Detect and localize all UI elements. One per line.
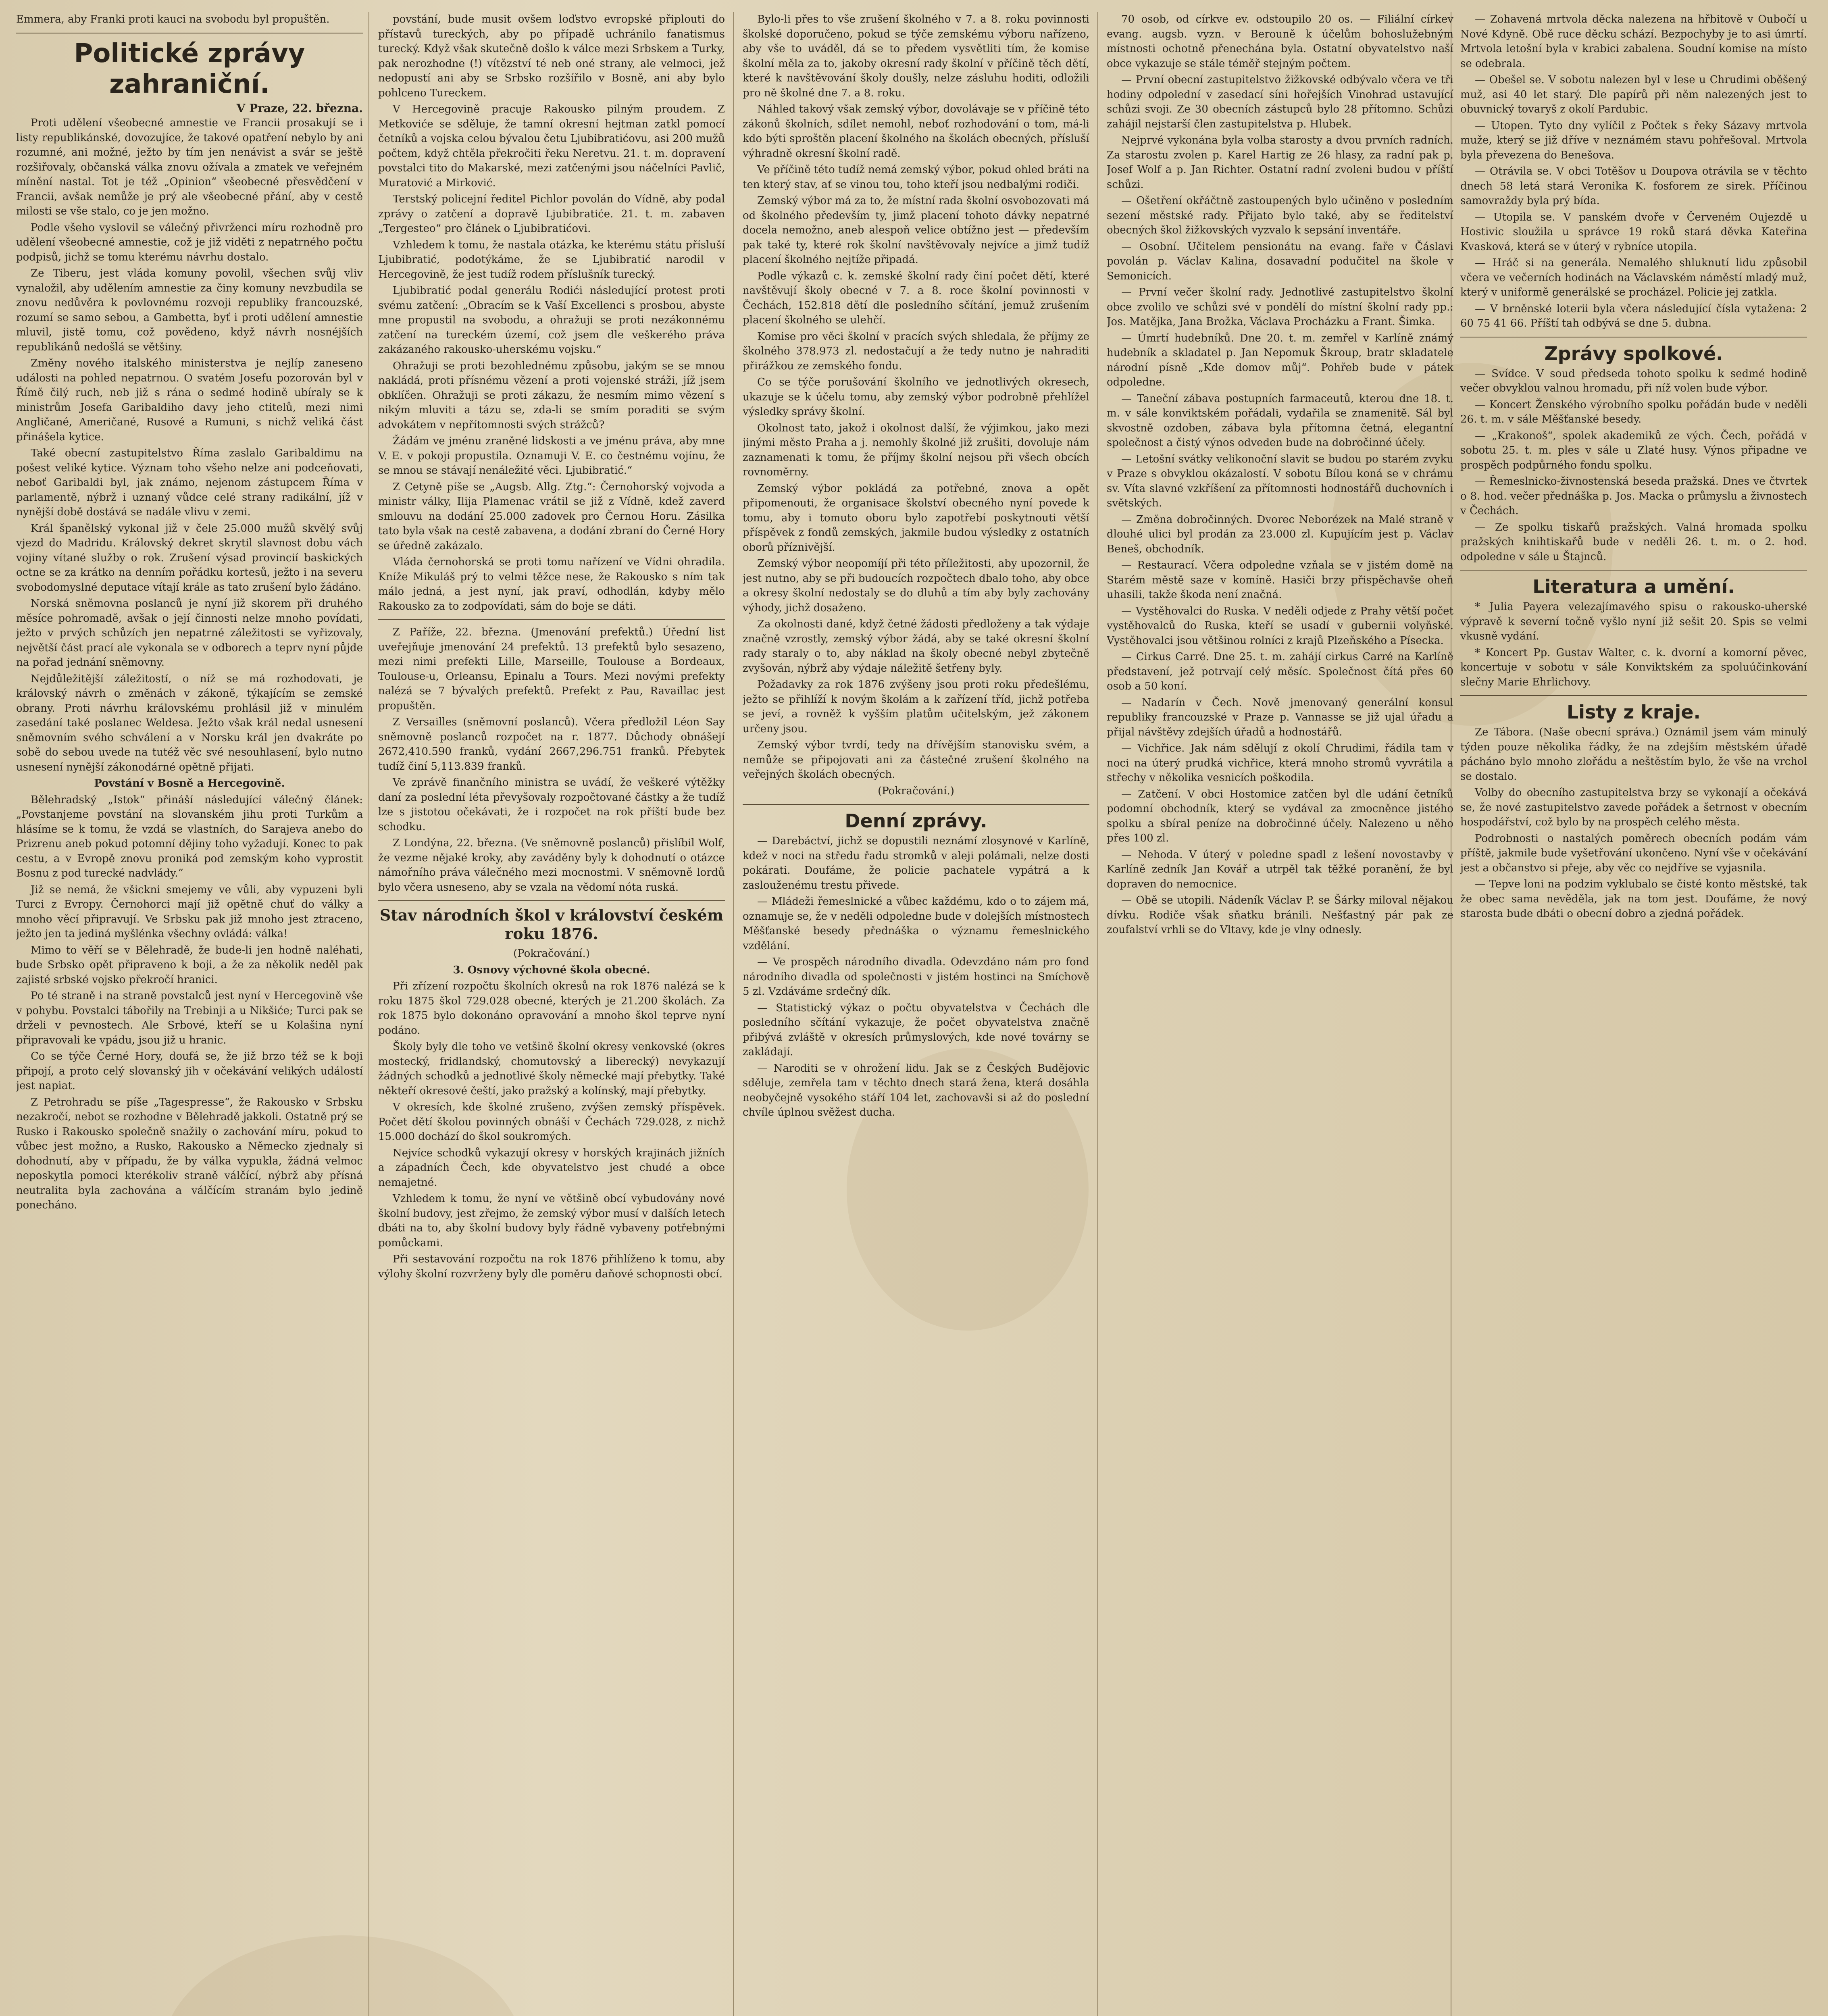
article-paragraph: Podle výkazů c. k. zemské školní rady činí počet dětí, které navštěvují školy obecné v 7. a 8. roce školní povinnosti v Čechách, 152.818 dětí dle posledního sčítání, jemuž zrušením placení školného se ulehčí. [743,270,1089,326]
intro-text: Emmera, aby Franki proti kauci na svobodu byl propuštěn. [16,13,330,25]
article-paragraph: Okolnost tato, jakož i okolnost další, že výjimkou, jako mezi jinými město Praha a j. nemohly školné již zrušiti, dovoluje nám zaznamenati k tomu, že příjmy školní nejsou při všech obcích rovnoměrny. [743,422,1089,478]
news-item: — V brněnské loterii byla včera následující čísla vytažena: 2 60 75 41 66. Příští tah odbývá se dne 5. dubna. [1460,302,1807,329]
article-paragraph: Vláda černohorská se proti tomu nařízení ve Vídni ohradila. Kníže Mikuláš prý to velmi těžce nese, že Rakousko s ním tak málo jedná, a jest nyní, jak praví, odhodlán, kdyby mělo Rakousko za to zodpovídati, sám do boje se dáti. [378,556,725,612]
article-paragraph: Zemský výbor neopomíjí při této příležitosti, aby upozornil, že jest nutno, aby se při budoucích rozpočtech dbalo toho, aby obce a okresy školní nedostaly se do dluhů a tím aby byly zachovány výhody, jichž dosaženo. [743,558,1089,614]
news-item: 70 osob, od církve ev. odstoupilo 20 os. — Filiální církev evang. augsb. vyzn. v Berouně k účelům bohoslužebným místnosti ochotně přenechána byla. Ostatní obyvatelstvo naší obce vykazuje se stále téměř stejným počtem. [1107,13,1453,70]
news-item: — Otrávila se. V obci Totěšov u Doupova otrávila se v těchto dnech 58 letá stará Veronika K. fosforem ze sirek. Příčinou samovraždy byla prý bída. [1460,165,1807,207]
article-subheading: Povstání v Bosně a Hercegovině. [94,777,285,789]
news-item: — Hráč si na generála. Nemalého shluknutí lidu způsobil včera ve večerních hodinách na Václavském náměstí mladý muž, který v uniformě generálské se procházel. Policie jej zatkla. [1460,257,1807,298]
article-paragraph: Co se týče Černé Hory, doufá se, že již brzo též se k boji připojí, a proto celý slovanský jih v očekávání velikých událostí jest napiat. [16,1050,363,1092]
news-item: — Ošetření okřáčtně zastoupených bylo učiněno v posledním sezení městské rady. Přijato bylo také, aby se ředitelství obecných škol žižkovských vyzvalo k sepsání inventáře. [1107,195,1453,236]
news-item: — Letošní svátky velikonoční slavit se budou po starém zvyku v Praze s obvyklou okázalostí. V sobotu Bílou koná se v chrámu sv. Víta slavné vzkříšení za přítomnosti hodnostářů duchovních i světských. [1107,453,1453,509]
article-paragraph: Ljubibratić podal generálu Rodići následující protest proti svému zatčení: „Obracím se k Vaší Excellenci s prosbou, abyste mne propustil na svobodu, a ohražuji se proti nezákonnému zatčení na tureckém území, což jsem dle veškerého práva zakázaného rakousko-uherskému vojsku.“ [378,285,725,356]
news-item: — Řemeslnicko-živnostenská beseda pražská. Dnes ve čtvrtek o 8. hod. večer přednáška p. Jos. Macka o průmyslu a živnostech v Čechách. [1460,475,1807,517]
article-paragraph: Ve příčině této tudíž nemá zemský výbor, pokud ohled bráti na ten který stav, ať se vinou tou, toho kteří jsou nedbalými rodiči. [743,164,1089,191]
article-paragraph: Co se týče porušování školního ve jednotlivých okresech, ukazuje se k účelu tomu, aby zemský výbor podrobně přehlížel výsledky správy školní. [743,376,1089,418]
article-paragraph: Požadavky za rok 1876 zvýšeny jsou proti roku předešlému, ježto se přihlíží k novým školám a k zařízení tříd, jichž potřeba se jeví, a rovněž k vyšším platům učitelským, jež zákonem určeny jsou. [743,679,1089,735]
article-paragraph: Nejvíce schodků vykazují okresy v horských krajinách jižních a západních Čech, kde obyvatelstvo jest chudé a obce nemajetné. [378,1147,725,1189]
section-denni-zpravy: Denní zprávy. [845,810,987,832]
divider [378,900,725,901]
article-title-skoly: Stav národních škol v království českém roku 1876. [379,906,724,943]
news-item: — Utopen. Tyto dny vylíčil z Počtek s řeky Sázavy mrtvola muže, který se již dříve v neznámém stavu pohřešoval. Mrtvola byla převezena do Benešova. [1460,119,1807,161]
news-item: — Ze spolku tiskařů pražských. Valná hromada spolku pražských knihtiskařů bude v neděli 26. t. m. o 2. hod. odpoledne v sále u Štajnců. [1460,521,1807,563]
article-paragraph: Vzhledem k tomu, že nyní ve většině obcí vybudovány nové školní budovy, jest zřejmo, že zemský výbor musí v dalších letech dbáti na to, aby školní budovy byly řádně vybaveny potřebnými pomůckami. [378,1193,725,1249]
article-paragraph: povstání, bude musit ovšem loďstvo evropské připlouti do přístavů tureckých, aby po případě uchránilo fanatismus turecký. Když však skutečně došlo k válce mezi Srbskem a Turky, pak nerozhodne (!) vítězství té neb oné strany, ale velmoci, jež nedopustí ani aby se Srbsko rozšířilo v Bosně, ani aby bylo pohlceno Tureckem. [378,13,725,99]
article-paragraph: Změny nového italského ministerstva je nejlíp zaneseno události na pohled nepatrnou. O svatém Josefu pozorován byl v Římě čilý ruch, neb již s rána o sedmé hodině ubíraly se k ministrům Josefa Garibaldiho davy jeho ctitelů, mezi nimi Angličané, Američané, Rusové a Rumuni, s nichž veliká část přinášela kytice. [16,357,363,443]
article-paragraph: Školy byly dle toho ve vetšině školní okresy venkovské (okres mostecký, fridlandský, chomutovský a liberecký) nevykazují žádných schodků a jednotlivé školy německé mají přebytky. Také někteří okresové čeští, jako pražský a kolínský, mají přebytky. [378,1041,725,1097]
column-2 [378,12,725,2016]
article-paragraph: V Hercegovině pracuje Rakousko pilným proudem. Z Metkoviće se sděluje, že tamní okresní hejtman zatkl pomocí četníků a vojska celou bývalou četu Ljubibratićovu, asi 200 mužů počtem, když chtěla překročiti řeku Neretvu. 21. t. m. dopravení povstalci tito do Makarské, mezi zatčenými jsou náčelníci Pavlič, Muratović a Mirković. [378,103,725,189]
divider [743,804,1089,805]
news-item: — Taneční zábava postupních farmaceutů, kterou dne 18. t. m. v sále konviktském pořádali, vydařila se znamenitě. Sál byl skvostně ozdoben, zábava byla přítomna četná, elegantní společnost a čistý výnos odveden bude na dobročinné účely. [1107,392,1453,449]
section-politicke-zpravy: Politické zprávy zahraniční. [74,38,305,99]
article-paragraph: Z Paříže, 22. března. (Jmenování prefektů.) Úřední list uveřejňuje jmenování 24 prefektů. 13 prefektů bylo sesazeno, mezi nimi prefekti Lille, Marseille, Toulouse a Bordeaux, Toulouse-u, Orleansu, Epinalu a Tours. Mezi novými prefekty nalézá se 7 bývalých prefektů. Prefekt z Pau, Ravaillac jest propuštěn. [378,626,725,712]
news-item: Nejprvé vykonána byla volba starosty a dvou prvních radních. Za starostu zvolen p. Karel Hartig ze 26 hlasy, za radní pak p. Josef Wolf a p. Jan Richter. Ostatní radní zvoleni budou v příští schůzi. [1107,134,1453,191]
article-paragraph: Ve zprávě finančního ministra se uvádí, že veškeré výtěžky daní za poslední léta převyšovaly rozpočtované částky a že tudíž lze s jistotou očekávati, že i rozpočet na rok příští bude bez schodku. [378,777,725,833]
news-item: — Darebáctví, jichž se dopustili neznámí zlosynové v Karlíně, kdež v noci na středu řadu stromků v aleji polámali, nelze dosti pokárati. Doufáme, že policie pachatele vypátrá a k zaslouženému trestu přivede. [743,835,1089,891]
section-literatura: Literatura a umění. [1532,576,1735,598]
section-zpravy-spolkove: Zprávy spolkové. [1544,342,1723,364]
news-item: — První večer školní rady. Jednotlivé zastupitelstvo školní obce zvolilo ve schůzi své v pondělí do místní školní rady pp.: Jos. Matějka, Jana Brožka, Václava Procházku a Frant. Šimka. [1107,286,1453,328]
news-item: — Nehoda. V úterý v poledne spadl z lešení novostavby v Karlíně zedník Jan Kovář a utrpěl tak těžké poranění, že byl dopraven do nemocnice. [1107,848,1453,890]
article-paragraph: V okresích, kde školné zrušeno, zvýšen zemský příspěvek. Počet dětí školou povinných obnáší v Čechách 729.028, z nichž 15.000 dochází do škol soukromých. [378,1101,725,1143]
news-item: — Statistický výkaz o počtu obyvatelstva v Čechách dle posledního sčítání vykazuje, že počet obyvatelstva značně přibývá zvláště v okresích průmyslových, kde nové továrny se zakládají. [743,1002,1089,1058]
article-paragraph: Zemský výbor pokládá za potřebné, znova a opět připomenouti, že organisace školství obecného nyní povede k tomu, aby i tomuto oboru bylo zapotřebí poskytnouti větší příspěvek z fondů zemských, jakmile budou výsledky z ostatních oborů příznivější. [743,482,1089,554]
divider [1460,570,1807,571]
article-paragraph: Náhled takový však zemský výbor, dovolávaje se v příčině této zákonů školních, sdílet nemohl, neboť rozhodování o tom, má-li kdo býti sproštěn placení školného na školách obecných, přísluší výhradně okresní školní radě. [743,103,1089,160]
article-paragraph: Žádám ve jménu zraněné lidskosti a ve jménu práva, aby mne V. E. v pokoji propustila. Oznamuji V. E. co čestnému vojínu, že se mnou se stávají nenáležité věci. Ljubibratić.“ [378,435,725,477]
news-item: — Naroditi se v ohrožení lidu. Jak se z Českých Budějovic sděluje, zemřela tam v těchto dnech stará žena, která dosáhla neobyčejně vysokého stáří 104 let, zachovavši si až do poslední chvíle úplnou svěžest ducha. [743,1062,1089,1118]
news-item: — Utopila se. V panském dvoře v Červeném Oujezdě u Hostivic sloužila u správce 19 roků stará děvka Kateřina Kvasková, která se v úterý v rybníce utopila. [1460,211,1807,253]
news-item: — Mládeži řemeslnické a vůbec každému, kdo o to zájem má, oznamuje se, že v neděli odpoledne bude v dolejších místnostech Měšťanské besedy přednáška o významu řemeslnického vzdělání. [743,896,1089,952]
article-paragraph: Při zřízení rozpočtu školních okresů na rok 1876 nalézá se k roku 1875 škol 729.028 obecné, kterých je 21.200 školách. Za rok 1875 bylo dokonáno opravování a mnoho škol teprve nyní podáno. [378,980,725,1037]
column-4 [1107,12,1453,2016]
news-item: Volby do obecního zastupitelstva brzy se vykonají a očekává se, že nové zastupitelstvo zavede pořádek a šetrnost v obecním hospodářství, což bylo by na prospěch celého města. [1460,787,1807,828]
news-item: — Obě se utopili. Nádeník Václav P. se Šárky miloval nějakou dívku. Rodiče však sňatku bránili. Nešťastný pár pak ze zoufalství vrhli se do Vltavy, kde je vlny odnesly. [1107,894,1453,936]
article-paragraph: Při sestavování rozpočtu na rok 1876 přihlíženo k tomu, aby výlohy školní rozvrženy byly dle poměru daňové schopnosti obcí. [378,1253,725,1280]
article-subheading: 3. Osnovy výchovné škola obecné. [453,964,650,976]
news-item: * Koncert Pp. Gustav Walter, c. k. dvorní a komorní pěvec, koncertuje v sobotu v sále Konviktském za spoluúčinkování slečny Marie Ehrlichovy. [1460,646,1807,688]
article-paragraph: Vzhledem k tomu, že nastala otázka, ke kterému státu přísluší Ljubibratić, podotýkáme, že se Ljubibratić narodil v Hercegovině, že jest tudíž rodem příslušník turecký. [378,239,725,281]
divider [378,619,725,620]
news-item: — Osobní. Učitelem pensionátu na evang. faře v Čáslavi povolán p. Václav Kalina, dosavadní podučitel na škole v Semonicích. [1107,240,1453,282]
article-paragraph: Ze Tiberu, jest vláda komuny povolil, všechen svůj vliv vynaložil, aby udělením amnestie za činy komuny nevzbudila se znovu nedůvěra k povlovnému rozvoji republiky francouzské, rozumí se samo sebou, a Gambetta, byť i proti udělení amnestie mluvil, jistě tomu, což povědeno, když návrh nosnéjších republikánů nedošlá se většiny. [16,267,363,353]
article-paragraph: Norská sněmovna poslanců je nyní již skorem při druhého měsíce pohromadě, avšak o její činnosti nelze mnoho povídati, ježto v prvých schůzích jen nepatrné záležitosti se vyřizovaly, největší část prací ale vykonala se v odborech a teprv nyní půjde na pořad jednání sněmovny. [16,598,363,669]
article-paragraph: Bylo-li přes to vše zrušení školného v 7. a 8. roku povinnosti školské doporučeno, pokud se týče zemskému výboru nařízeno, aby vše to uváděl, dá se to předem vysvětliti tím, že komise školní měla za to, jakoby okresní rady školní v příčině těch dětí, které k navštěvování školy doušly, nelze zásluhu hoditi, odložili pro ně školné dne 7. a 8. roku. [743,13,1089,99]
news-item: — Cirkus Carré. Dne 25. t. m. zahájí cirkus Carré na Karlíně představení, jež potrvají celý měsíc. Společnost čítá přes 60 osob a 50 koní. [1107,651,1453,692]
news-item: Ze Tábora. (Naše obecní správa.) Oznámil jsem vám minulý týden pouze několika řádky, že na zdejším městském úřadě pácháno bylo mnoho zlořádu a neštěstím bylo, že vše na vrchol se dostalo. [1460,726,1807,783]
column-1 [16,12,363,2016]
article-paragraph: Komise pro věci školní v pracích svých shledala, že příjmy ze školného 378.973 zl. nedostačují a že tedy nutno je nahraditi přirážkou ze zemského fondu. [743,330,1089,372]
news-item: — Nadarín v Čech. Nově jmenovaný generální konsul republiky francouzské v Praze p. Vannasse se již ujal úřadu a přijal návštěvy zdejších úřadů a hodnostářů. [1107,696,1453,738]
article-paragraph: Bělehradský „Istok“ přináší následující válečný článek: „Povstanjeme povstání na slovanském jihu proti Turkům a hlásíme se k tomu, že vzdá se vlastních, do Sarajeva anebo do Prizrenu aneb pokud potomní dějiny toho vyžadují. Konec to pak cestu, a v Evropě znovu proniká pod zemským koho vyprostit Bosnu z pod turecké nadvlády.“ [16,793,363,879]
article-paragraph: Král španělský vykonal již v čele 25.000 mužů skvělý svůj vjezd do Madridu. Královský dekret skrytil slavnost dobu vách vojiny vítané služby o rok. Zrušení výsad provincií baskických octne se za krátko na denním pořádku kortesů, ježto i na severu svobodomyslné deputace vítají krále as tato zrušení bylo žádáno. [16,522,363,594]
news-item: — Svídce. V soud předseda tohoto spolku k sedmé hodině večer obvyklou valnou hromadu, při níž volen bude výbor. [1460,367,1807,394]
article-paragraph: Proti udělení všeobecné amnestie ve Francii prosakují se i listy republikánské, dovozujíce, že takové opatření nebylo by ani rozumné, ani možné, ježto by tím jen nenávist a svár se ještě rozšiřovaly, občanská válka znovu ožívala a zmatek ve veřejném mínění nastal. Tot je též „Opinion“ všeobecné přesvědčení v Francii, avšak nemůže je prý ale všeobecné přání, aby v cestě milosti se vše stalo, co je jen možno. [16,117,363,217]
news-item: — Zatčení. V obci Hostomice zatčen byl dle udání četníků podomní obchodník, který se vydával za zmocněnce jistého spolku a sbíral peníze na dobročinné účely. Nalezeno u něho přes 100 zl. [1107,788,1453,844]
article-paragraph: Zemský výbor tvrdí, tedy na dřívějším stanovisku svém, a nemůže se připojovati ani za částečné zrušení školného na veřejných školách obecných. [743,739,1089,781]
article-paragraph: Z Petrohradu se píše „Tagespresse“, že Rakousko v Srbsku nezakročí, nebot se rozhodne v Bělehradě jakkoli. Ostatně prý se Rusko i Rakousko společně snažily o zachování míru, pokud to vůbec jest možno, a Rusko, Rakousko a Německo zjednaly si dohodnutí, aby v případu, že by válka vypukla, žádná velmoc neposkytla pomoci kterékoliv straně válčící, nýbrž aby přísná neutralita byla zachována a válčícím stranám bylo jedině ponecháno. [16,1096,363,1211]
article-paragraph: Za okolnosti dané, když četné žádosti předloženy a tak výdaje značně vzrostly, zemský výbor žádá, aby se také okresní školní rady staraly o to, aby náklad na školy obecné nebyl zbytečně zvyšován, nýbrž aby výdaje náležitě šetřeny byly. [743,618,1089,675]
article-paragraph: Terstský policejní ředitel Pichlor povolán do Vídně, aby podal zprávy o zatčení a dopravě Ljubibratiće. 21. t. m. zabaven „Tergesteo“ pro článek o Ljubibratićovi. [378,193,725,235]
article-paragraph: Z Versailles (sněmovní poslanců). Včera předložil Léon Say sněmovně poslanců rozpočet na r. 1877. Důchody obnášejí 2672,410.590 franků, vydání 2667,296.751 franků. Přebytek tudíž činí 5,113.839 franků. [378,716,725,773]
article-paragraph: Po té straně i na straně povstalců jest nyní v Hercegovině vše v pohybu. Povstalci tábořily na Trebinji a u Nikšiće; Turci pak se drželi v pevnostech. Ale Srbové, kteří se u Kolašina nyní připravovali ke vpádu, jsou již u hranic. [16,990,363,1046]
article-paragraph: Také obecní zastupitelstvo Říma zaslalo Garibaldimu na pošest veliké kytice. Význam toho všeho nelze ani podceňovati, neboť Garibaldi byl, jak známo, nejenom zástupcem Říma v parlamentě, nýbrž i uznaný vůdce celé strany radikální, jíž v nynější době dostává se nadále vlivu v zemi. [16,447,363,518]
continuation-note: (Pokračování.) [878,785,954,797]
article-paragraph: Již se nemá, že všickni smejemy ve vůli, aby vypuzeni byli Turci z Evropy. Černohorci mají již opětně chuť do války a mnoho věcí připravují. Ve Srbsku pak již mnoho jest ztraceno, ježto jen ta jediná myšlénka všechny ovládá: válka! [16,883,363,940]
column-5 [1460,12,1807,2016]
news-item: * Julia Payera velezajímavého spisu o rakousko-uherské výpravě k severní točně vyšlo nyní již sešit 20. Spis se velmi vkusně vydání. [1460,601,1807,642]
section-listy-z-kraje: Listy z kraje. [1567,701,1701,723]
news-item: — První obecní zastupitelstvo žižkovské odbývalo včera ve tři hodiny odpolední v zasedací síni hořejších Vinohrad ustavující schůzi svoji. Ze 30 obecních zástupců bylo 28 přítomno. Schůzi zahájil nejstarší člen zastupitelstva p. Hlubek. [1107,74,1453,130]
news-item: — Vichřice. Jak nám sdělují z okolí Chrudimi, řádila tam v noci na úterý prudká vichřice, která mnoho stromů vyvrátila a střechy v několika vesnicích poškodila. [1107,742,1453,784]
column-3 [743,12,1089,2016]
news-item: — Obešel se. V sobotu nalezen byl v lese u Chrudimi oběšený muž, asi 40 let starý. Dle papírů při něm nalezených jest to obuvnický tovaryš z okolí Pardubic. [1460,74,1807,115]
continuation-note: (Pokračování.) [513,948,590,960]
article-paragraph: Mimo to věří se v Bělehradě, že bude-li jen hodně naléhati, bude Srbsko opět připraveno k boji, a že za několik neděl pak zajisté srbské vojsko překročí hranici. [16,944,363,986]
news-item: — Koncert Ženského výrobního spolku pořádán bude v neděli 26. t. m. v sále Měšťanské besedy. [1460,398,1807,425]
news-item: — Vystěhovalci do Ruska. V neděli odjede z Prahy větší počet vystěhovalců do Ruska, kteří se usadí v gubernii volyňské. Vystěhovalci jsou většinou rolníci z krajů Plzeňského a Písecka. [1107,605,1453,647]
news-item: — „Krakonoš“, spolek akademiků ze vých. Čech, pořádá v sobotu 25. t. m. ples v sále u Zlaté husy. Výnos připadne ve prospěch podpůrného fondu spolku. [1460,429,1807,471]
article-paragraph: Z Cetyně píše se „Augsb. Allg. Ztg.“: Černohorský vojvoda a ministr války, Ilija Plamenac vrátil se již z Vídně, kdež zaverd smlouvu na dodání 25.000 zadovek pro Černou Horu. Zásilka tato byla však na cestě zabavena, a dodání zbraní do Černé Hory se úředně zakázalo. [378,481,725,552]
article-paragraph: Z Londýna, 22. března. (Ve sněmovně poslanců) přislíbil Wolf, že vezme nějaké kroky, aby zaváděny byly k dohodnutí o otázce námořního práva válečného mezi mocnostmi. V sněmovně lordů bylo včera usneseno, aby se vzala na vědomí nóta ruská. [378,837,725,893]
article-paragraph: Nejdůležitější záležitostí, o níž se má rozhodovati, je královský návrh o změnách v zákoně, týkajícím se zemské obrany. Proti návrhu královskému prohlásil již v minulém zasedání také poslanec Weldesa. Ježto však král nedal usnesení sněmovním svého schválení a v Norsku král jen dvakráte po sobě do sebou uvede na tutéž věc své nesouhlasení, bylo nutno usnesení nynější zákonodárné opětně přijati. [16,673,363,773]
news-item: — Zohavená mrtvola děcka nalezena na hřbitově v Oubočí u Nové Kdyně. Obě ruce děcku schází. Bezpochyby je to asi úmrtí. Mrtvola letošní byla v krabici zabalena. Soudní komise na místo se odebrala. [1460,13,1807,70]
news-item: — Ve prospěch národního divadla. Odevzdáno nám pro fond národního divadla od společnosti v jistém hostinci na Smíchově 5 zl. Vzdáváme srdečný dík. [743,956,1089,998]
article-paragraph: Zemský výbor má za to, že místní rada školní osvobozovati má od školného především ty, jimž placení tohoto dávky nepatrné docela nemožno, aneb alespoň velice obtížno jest — především pak také ty, které rok školní navštěvovaly nejvíce a jimž tudíž placení školného nejtíže připadá. [743,195,1089,266]
news-item: — Tepve loni na podzim vyklubalo se čisté konto městské, tak že obec sama nevěděla, jak na tom jest. Doufáme, že nový starosta bude dbáti o obecní dobro a zjedná pořádek. [1460,878,1807,920]
news-item: — Restaurací. Včera odpoledne vzňala se v jistém domě na Starém městě saze v komíně. Hasiči brzy přispěchavše oheň uhasili, takže škoda není značná. [1107,559,1453,601]
news-item: — Úmrtí hudebníků. Dne 20. t. m. zemřel v Karlíně známý hudebník a skladatel p. Jan Nepomuk Škroup, bratr skladatele národní písně „Kde domov můj“. Pohřeb bude v pátek odpoledne. [1107,332,1453,388]
divider [1460,695,1807,696]
column-rule [733,12,734,2016]
article-paragraph: Podle všeho vyslovil se válečný přivrženci míru rozhodně pro udělení všeobecné amnestie, což je již viděti z nepatrného počtu podpisů, jichž se tomu kterému návrhu dostalo. [16,221,363,263]
column-rule [1097,12,1098,2016]
news-item: — Změna dobročinných. Dvorec Neborézek na Malé straně v dlouhé ulici byl prodán za 23.000 zl. Kupujícím jest p. Václav Beneš, obchodník. [1107,513,1453,555]
article-paragraph: Ohražuji se proti bezohlednému způsobu, jakým se se mnou nakládá, proti přísnému vězení a proti vojenské stráži, jíž jsem obklíčen. Ohražuji se proti zákazu, že nesmím mimo vězení s nikým mluviti a tázu se, zda-li se smím poraditi se svým advokátem v nepřítomnosti svých strážců? [378,360,725,431]
dateline: V Praze, 22. března. [236,101,363,115]
news-item: Podrobnosti o nastalých poměrech obecních podám vám příště, jakmile bude vyšetřování ukončeno. Nyní vše v očekávání jest a občanstvo si přeje, aby věc co nejdříve se vyjasnila. [1460,832,1807,874]
